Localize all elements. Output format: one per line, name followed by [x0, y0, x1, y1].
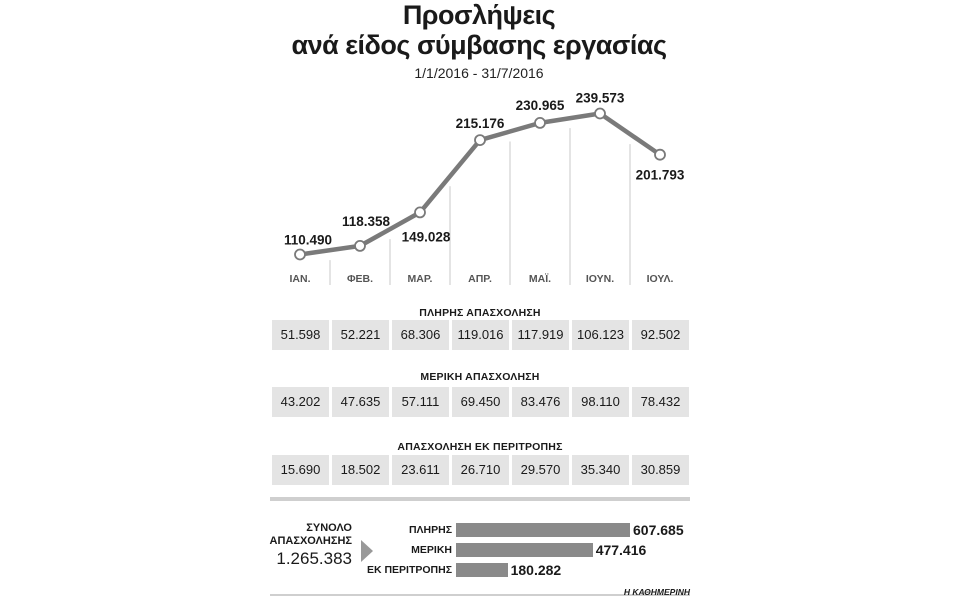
table-title: ΑΠΑΣΧΟΛΗΣΗ ΕΚ ΠΕΡΙΤΡΟΠΗΣ — [397, 441, 563, 453]
chart-title-line2: ανά είδος σύμβασης εργασίας — [291, 30, 667, 60]
total-block — [250, 522, 352, 569]
table-cell: 51.598 — [272, 320, 329, 350]
x-tick-label: ΜΑΪ. — [528, 273, 552, 285]
data-label: 215.176 — [455, 116, 505, 132]
table-cell: 68.306 — [392, 320, 449, 350]
x-tick-label: ΦΕΒ. — [346, 273, 374, 285]
bar-value-label: 607.685 — [633, 522, 684, 538]
data-point — [475, 135, 485, 145]
bar-label: ΕΚ ΠΕΡΙΤΡΟΠΗΣ — [366, 564, 452, 576]
data-point — [415, 207, 425, 217]
data-label: 201.793 — [635, 167, 685, 183]
table-row — [270, 455, 690, 485]
table-cell: 57.111 — [392, 387, 449, 417]
table-cell: 92.502 — [632, 320, 689, 350]
table-cell: 47.635 — [332, 387, 389, 417]
data-point — [295, 250, 305, 260]
table-cell: 83.476 — [512, 387, 569, 417]
table-cell: 106.123 — [572, 320, 629, 350]
credit: Η ΚΑΘΗΜΕΡΙΝΗ — [623, 587, 690, 597]
divider — [270, 497, 690, 501]
table-row — [270, 387, 690, 417]
chart-subtitle: 1/1/2016 - 31/7/2016 — [414, 65, 544, 81]
x-tick-label: ΙΑΝ. — [289, 273, 311, 285]
chart-title-line1: Προσλήψεις — [402, 0, 556, 30]
data-label: 110.490 — [283, 232, 333, 248]
table-cell: 69.450 — [452, 387, 509, 417]
table-cell: 29.570 — [512, 455, 569, 485]
table-cell: 23.611 — [392, 455, 449, 485]
table-row — [270, 320, 690, 350]
x-tick-label: ΑΠΡ. — [468, 273, 492, 285]
table-cell: 117.919 — [512, 320, 569, 350]
table-title: ΜΕΡΙΚΗ ΑΠΑΣΧΟΛΗΣΗ — [420, 371, 540, 383]
data-point — [655, 150, 665, 160]
table-cell: 119.016 — [452, 320, 509, 350]
data-label: 239.573 — [575, 90, 625, 106]
total-value: 1.265.383 — [276, 549, 352, 568]
data-label: 230.965 — [515, 97, 565, 113]
x-tick-label: ΙΟΥΝ. — [585, 273, 615, 285]
table-cell: 98.110 — [572, 387, 629, 417]
table-cell: 15.690 — [272, 455, 329, 485]
x-tick-label: ΜΑΡ. — [407, 273, 433, 285]
bar — [456, 543, 593, 557]
table-cell: 30.859 — [632, 455, 689, 485]
x-tick-label: ΙΟΥΛ. — [646, 273, 674, 285]
bar-label: ΜΕΡΙΚΗ — [411, 544, 452, 556]
table-cell: 35.340 — [572, 455, 629, 485]
total-label-line1: ΣΥΝΟΛΟ — [306, 522, 352, 534]
data-point — [595, 109, 605, 119]
data-point — [355, 241, 365, 251]
total-label-line2: ΑΠΑΣΧΟΛΗΣΗΣ — [269, 535, 352, 547]
bar — [456, 523, 630, 537]
bar-value-label: 180.282 — [510, 562, 562, 578]
table-cell: 26.710 — [452, 455, 509, 485]
table-cell: 43.202 — [272, 387, 329, 417]
bar-value-label: 477.416 — [595, 542, 647, 558]
table-cell: 78.432 — [632, 387, 689, 417]
table-title: ΠΛΗΡΗΣ ΑΠΑΣΧΟΛΗΣΗ — [419, 307, 541, 319]
data-label: 118.358 — [341, 213, 391, 229]
data-point — [535, 118, 545, 128]
bar-label: ΠΛΗΡΗΣ — [408, 524, 452, 536]
table-cell: 18.502 — [332, 455, 389, 485]
table-cell: 52.221 — [332, 320, 389, 350]
data-label: 149.028 — [401, 229, 451, 245]
bar — [456, 563, 508, 577]
